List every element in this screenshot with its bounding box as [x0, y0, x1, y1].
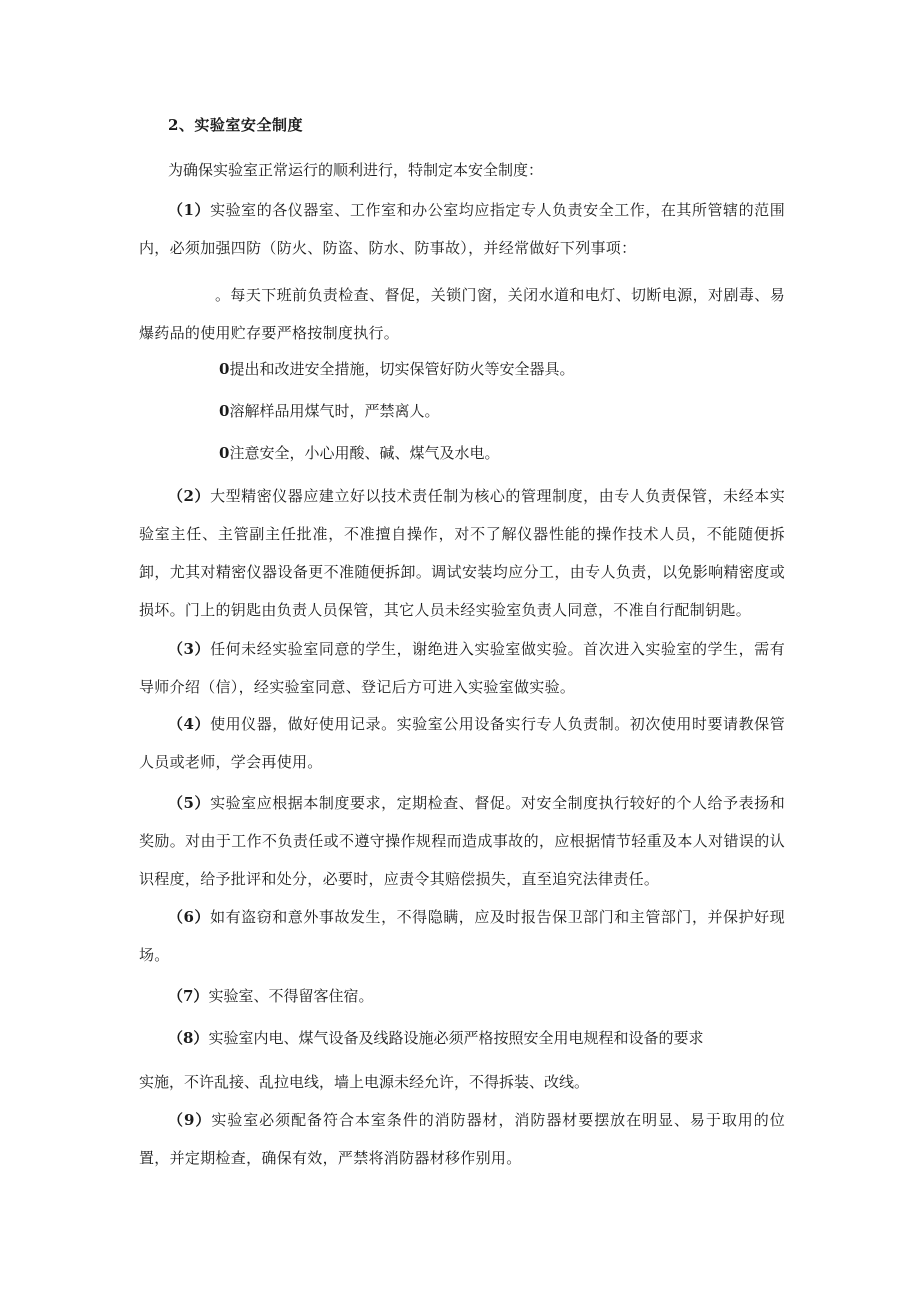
rule-number: （2）: [168, 487, 211, 505]
rule-text: 如有盗窃和意外事故发生，不得隐瞒，应及时报告保卫部门和主管部门，并保护好现场。: [139, 908, 785, 964]
rule-text: 实验室的各仪器室、工作室和办公室均应指定专人负责安全工作，在其所管辖的范围内，必须加强四防（防火、防盗、防水、防事故），并经常做好下列事项：: [139, 201, 785, 257]
rule-number: （1）: [168, 201, 211, 219]
rule-item-3: [139, 630, 785, 706]
bullet: 0: [219, 444, 230, 462]
section-heading: 2、实验室安全制度: [168, 116, 303, 134]
intro-paragraph: 为确保实验室正常运行的顺利进行，特制定本安全制度：: [168, 161, 544, 179]
rule-number: （9）: [168, 1111, 212, 1129]
rule-item-7: [168, 977, 373, 1015]
rule-text: 大型精密仪器应建立好以技术责任制为核心的管理制度，由专人负责保管，未经本实验室主任、主管副主任批准，不准擅自操作，对不了解仪器性能的操作技术人员，不能随便拆卸，尤其对精密仪器设备更不准随便拆卸。调试安装均应分工，由专人负责，以免影响精密度或损坏。门上的钥匙由负责人员保管，其它人员未经实验室负责人同意，不准自行配制钥匙。: [139, 487, 785, 619]
rule-item-6: [139, 898, 785, 974]
rule-text: 实验室必须配备符合本室条件的消防器材，消防器材要摆放在明显、易于取用的位置，并定期检查，确保有效，严禁将消防器材移作别用。: [139, 1111, 785, 1167]
rule-text: 实验室、不得留客住宿。: [208, 987, 374, 1005]
rule-number: （4）: [168, 715, 211, 733]
rule-number: （8）: [168, 1029, 209, 1047]
rule-text: 实验室内电、煤气设备及线路设施必须严格按照安全用电规程和设备的要求: [208, 1029, 704, 1047]
rule-item-5: [139, 784, 785, 898]
sub-item-1: 。每天下班前负责检查、督促，关锁门窗，关闭水道和电灯、切断电源，对剧毒、易爆药品的使用贮存要严格按制度执行。: [139, 286, 785, 342]
rule-number: （6）: [168, 908, 211, 926]
rule-item-8: [168, 1019, 703, 1057]
sub-item-text: 溶解样品用煤气时，严禁离人。: [229, 402, 440, 420]
rule-text: 任何未经实验室同意的学生，谢绝进入实验室做实验。首次进入实验室的学生，需有导师介绍（信），经实验室同意、登记后方可进入实验室做实验。: [139, 640, 785, 696]
sub-item-text: 注意安全，小心用酸、碱、煤气及水电。: [229, 444, 500, 462]
rule-text: 使用仪器，做好使用记录。实验室公用设备实行专人负责制。初次使用时要请教保管人员或老师，学会再使用。: [139, 715, 785, 771]
sub-item-3: [219, 392, 439, 430]
rule-number: （5）: [168, 794, 211, 812]
rule-number: （3）: [168, 640, 211, 658]
rule-item-4: [139, 705, 785, 781]
bullet: 0: [219, 402, 230, 420]
rule-item-9: [139, 1101, 785, 1177]
rule-text: 实验室应根据本制度要求，定期检查、督促。对安全制度执行较好的个人给予表扬和奖励。对由于工作不负责任或不遵守操作规程而造成事故的，应根据情节轻重及本人对错误的认识程度，给予批评和处分，必要时，应责令其赔偿损失，直至追究法律责任。: [139, 794, 785, 888]
bullet: 0: [219, 360, 230, 378]
sub-item-text: 提出和改进安全措施，切实保管好防火等安全器具。: [229, 360, 575, 378]
rule-number: （7）: [168, 987, 209, 1005]
rule-item-1: [139, 191, 785, 267]
sub-item-2: [219, 350, 574, 388]
sub-item-4: [219, 434, 499, 472]
rule-item-8-continuation: 实施，不许乱接、乱拉电线，墙上电源未经允许，不得拆装、改线。: [139, 1073, 590, 1091]
rule-item-2: [139, 477, 785, 629]
